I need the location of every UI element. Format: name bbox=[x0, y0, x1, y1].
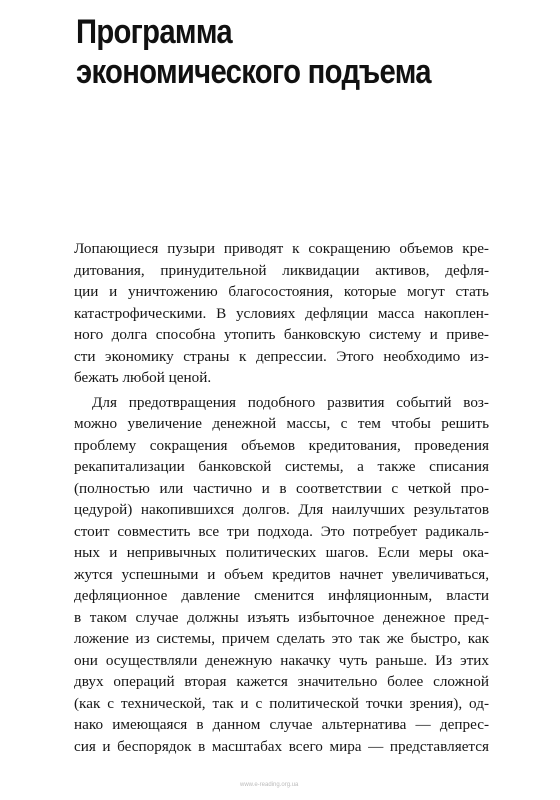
text-line: (полностью или частично и в соответствии с четкой про- bbox=[74, 479, 489, 497]
text-line: ложение из системы, причем сделать это так же быстро, как bbox=[74, 630, 489, 647]
text-line: сти экономику страны к депрессии. Этого необходимо из- bbox=[74, 347, 489, 365]
text-line: стоит совместить все три подхода. Это потребует радикаль- bbox=[74, 522, 489, 540]
text-line: цедурой) накопившихся долгов. Для наилучших результатов bbox=[74, 501, 489, 518]
text-line: нако имеющаяся в данном случае альтернатива — депрес- bbox=[74, 716, 489, 733]
chapter-title bbox=[76, 12, 431, 92]
text-line: Для предотвращения подобного развития событий воз- bbox=[92, 393, 489, 411]
text-line: катастрофическими. В условиях дефляции масса накоплен- bbox=[74, 304, 489, 322]
page-footer-watermark: www.e-reading.org.ua bbox=[240, 782, 299, 788]
paragraph-1 bbox=[74, 238, 489, 389]
text-line: Лопающиеся пузыри приводят к сокращению объемов кре- bbox=[74, 240, 489, 257]
text-line: рекапитализации банковской системы, а также списания bbox=[74, 458, 489, 475]
text-line: ции и уничтожению благосостояния, которые могут стать bbox=[74, 283, 489, 300]
text-line: можно увеличение денежной массы, с тем чтобы решить bbox=[74, 415, 489, 432]
text-line: ного долга способна утопить банковскую систему и приве- bbox=[74, 326, 489, 343]
text-line: (как с технической, так и с политической точки зрения), од- bbox=[74, 694, 489, 712]
text-line: двух операций вторая кажется значительно более сложной bbox=[74, 673, 489, 690]
body-text bbox=[74, 238, 489, 757]
chapter-title-line-1: Программа bbox=[76, 13, 232, 51]
text-line: ных и непривычных политических шагов. Если меры ока- bbox=[74, 544, 489, 561]
text-line: дитования, принудительной ликвидации активов, дефля- bbox=[74, 261, 489, 279]
chapter-title-line-2: экономического подъема bbox=[76, 53, 431, 91]
text-line: жутся успешными и объем кредитов начнет увеличиваться, bbox=[74, 565, 489, 583]
text-line: сия и беспорядок в масштабах всего мира — представляется bbox=[74, 737, 489, 755]
text-line: проблему сокращения объемов кредитования, проведения bbox=[74, 436, 489, 454]
text-line: в таком случае должны изъять избыточное денежное пред- bbox=[74, 608, 489, 626]
text-line: дефляционное давление сменится инфляционным, власти bbox=[74, 587, 489, 604]
paragraph-2 bbox=[74, 392, 489, 758]
text-line: бежать любой ценой. bbox=[74, 369, 212, 386]
text-line: они осуществляли денежную накачку чуть раньше. Из этих bbox=[74, 651, 489, 669]
